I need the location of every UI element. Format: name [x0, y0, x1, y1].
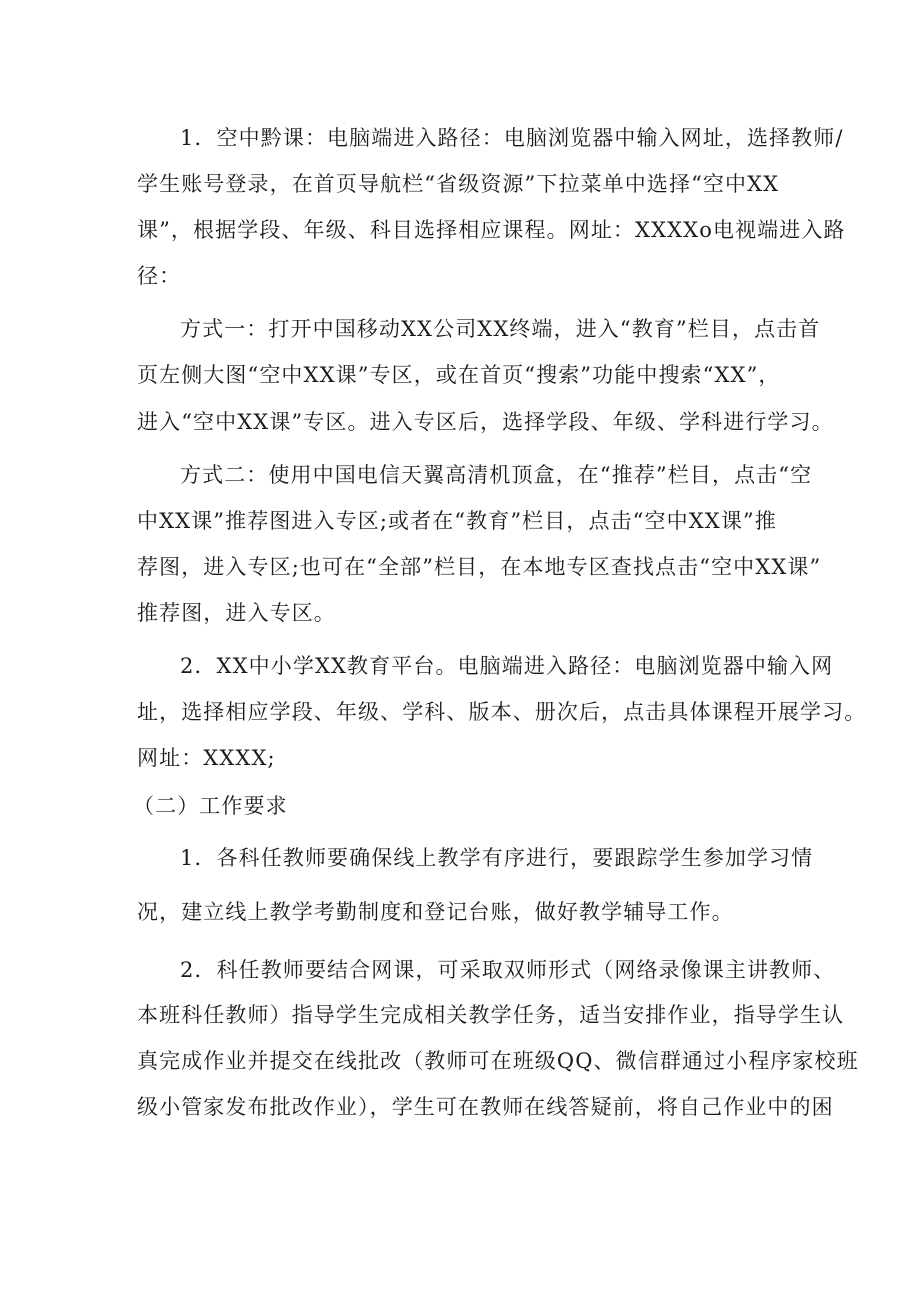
- paragraph-3-line-1: 方式二：使用中国电信天翼高清机顶盒，在“推荐”栏目，点击“空: [180, 463, 813, 487]
- paragraph-2-line-2: 页左侧大图“空中XX课”专区，或在首页“搜索”功能中搜索“XX”，: [137, 363, 781, 387]
- paragraph-3-line-3: 荐图，进入专区;也可在“全部”栏目，在本地专区查找点击“空中XX课”: [137, 555, 822, 579]
- paragraph-4-line-3: 网址：XXXX;: [137, 746, 276, 770]
- paragraph-1-line-2: 学生账号登录，在首页导航栏“省级资源”下拉菜单中选择“空中XX: [137, 172, 780, 196]
- paragraph-2-line-3: 进入“空中XX课”专区。进入专区后，选择学段、年级、学科进行学习。: [137, 410, 834, 434]
- paragraph-6-line-1: 2．科任教师要结合网课，可采取双师形式（网络录像课主讲教师、: [180, 958, 836, 982]
- section-heading: （二）工作要求: [133, 794, 288, 818]
- paragraph-3-line-2: 中XX课”推荐图进入专区;或者在“教育”栏目，点击“空中XX课”推: [137, 509, 777, 533]
- paragraph-1-line-1: 1．空中黔课：电脑端进入路径：电脑浏览器中输入网址，选择教师/: [180, 126, 844, 150]
- paragraph-5-line-1: 1．各科任教师要确保线上教学有序进行，要跟踪学生参加学习情: [180, 846, 814, 870]
- paragraph-6-line-2: 本班科任教师）指导学生完成相关教学任务，适当安排作业，指导学生认: [137, 1003, 845, 1027]
- paragraph-5-line-2: 况，建立线上教学考勤制度和登记台账，做好教学辅导工作。: [137, 900, 734, 924]
- paragraph-4-line-2: 址，选择相应学段、年级、学科、版本、册次后，点击具体课程开展学习。: [137, 700, 867, 724]
- paragraph-4-line-1: 2．XX中小学XX教育平台。电脑端进入路径：电脑浏览器中输入网: [180, 654, 834, 678]
- paragraph-1-line-3: 课”，根据学段、年级、科目选择相应课程。网址：XXXXo电视端进入路: [137, 218, 846, 242]
- paragraph-6-line-4: 级小管家发布批改作业），学生可在教师在线答疑前，将自己作业中的困: [137, 1095, 834, 1119]
- paragraph-1-line-4: 径：: [137, 264, 182, 288]
- paragraph-6-line-3: 真完成作业并提交在线批改（教师可在班级QQ、微信群通过小程序家校班: [137, 1049, 859, 1073]
- paragraph-2-line-1: 方式一：打开中国移动XX公司XX终端，进入“教育”栏目，点击首: [180, 317, 821, 341]
- paragraph-3-line-4: 推荐图，进入专区。: [137, 601, 336, 625]
